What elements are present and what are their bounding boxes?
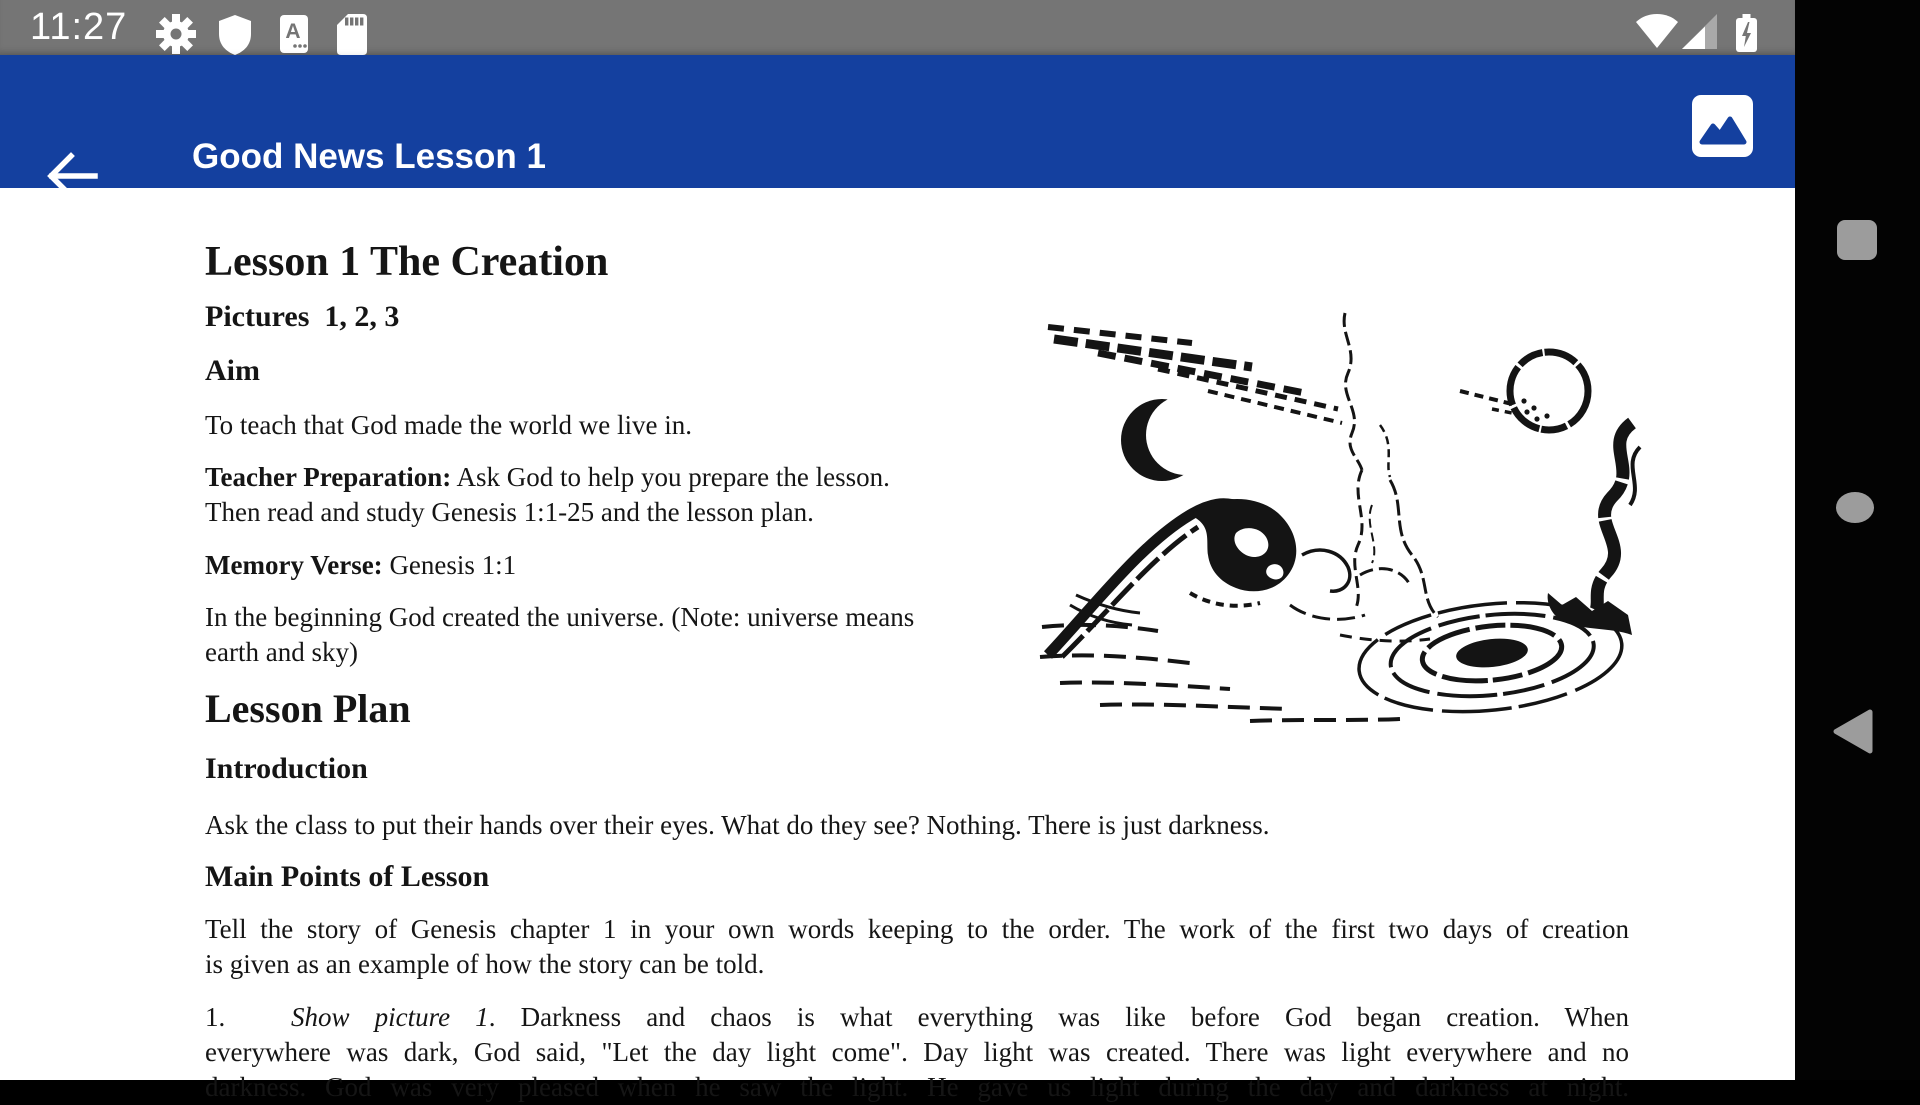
- lesson-plan-heading: Lesson Plan: [205, 686, 411, 731]
- lesson-document: [0, 188, 1795, 1102]
- show-picture-instruction: Show picture 1: [291, 1002, 489, 1032]
- a-card-icon: [280, 15, 308, 53]
- recents-button[interactable]: [1837, 220, 1877, 260]
- creation-illustration: [1040, 305, 1640, 730]
- home-button[interactable]: [1836, 492, 1874, 523]
- clock: 11:27: [30, 6, 128, 48]
- shield-icon: [219, 15, 251, 55]
- settings-gear-icon: [156, 14, 196, 54]
- document-page[interactable]: [0, 188, 1795, 1102]
- doc-title: Lesson 1 The Creation: [205, 239, 609, 285]
- cell-signal-icon: [1682, 14, 1717, 49]
- page-title: Good News Lesson 1: [192, 137, 546, 176]
- navigation-bar: [1795, 0, 1920, 1080]
- show-pictures-button[interactable]: [1692, 95, 1753, 157]
- memory-verse-body: In the beginning God created the universe. (Note: universe means earth and sky): [205, 602, 915, 667]
- point-1-number: 1.: [205, 1002, 226, 1032]
- main-points-paragraph: Tell the story of Genesis chapter 1 in your own words keeping to the order. The work of the first two days of creation is given as an example of how the story can be told.: [205, 914, 1629, 979]
- status-bar: [0, 0, 1795, 55]
- svg-text:A: A: [285, 20, 301, 43]
- teacher-preparation-label: Teacher Preparation:: [205, 462, 452, 492]
- app-bar: [0, 55, 1795, 188]
- point-1-paragraph: 1. Show picture 1. Darkness and chaos is what everything was like before God began creation. When everywhere was dark, God said, "Let the day light come". Day light was created. There was light everywhere and no darkness. God was very pleased when he saw the light. He gave us light during the day and darkness at night.: [205, 1002, 1629, 1102]
- aim-heading: Aim: [205, 354, 260, 387]
- teacher-preparation-paragraph: Teacher Preparation: Ask God to help you prepare the lesson. Then read and study Genesis 1:1-25 and the lesson plan.: [205, 462, 890, 527]
- picture-mountains-icon: [1692, 95, 1753, 157]
- battery-charging-icon: [1736, 14, 1757, 52]
- memory-verse-line: Memory Verse: Genesis 1:1: [205, 550, 517, 580]
- main-points-heading: Main Points of Lesson: [205, 860, 490, 893]
- introduction-body: Ask the class to put their hands over their eyes. What do they see? Nothing. There is just darkness.: [205, 810, 1270, 840]
- sdcard-icon: [337, 14, 367, 55]
- memory-verse-label: Memory Verse:: [205, 550, 383, 580]
- introduction-heading: Introduction: [205, 752, 368, 785]
- wifi-icon: [1635, 14, 1679, 49]
- pictures-line: Pictures 1, 2, 3: [205, 300, 400, 333]
- back-button[interactable]: [1833, 709, 1873, 754]
- aim-body: To teach that God made the world we live in.: [205, 410, 692, 440]
